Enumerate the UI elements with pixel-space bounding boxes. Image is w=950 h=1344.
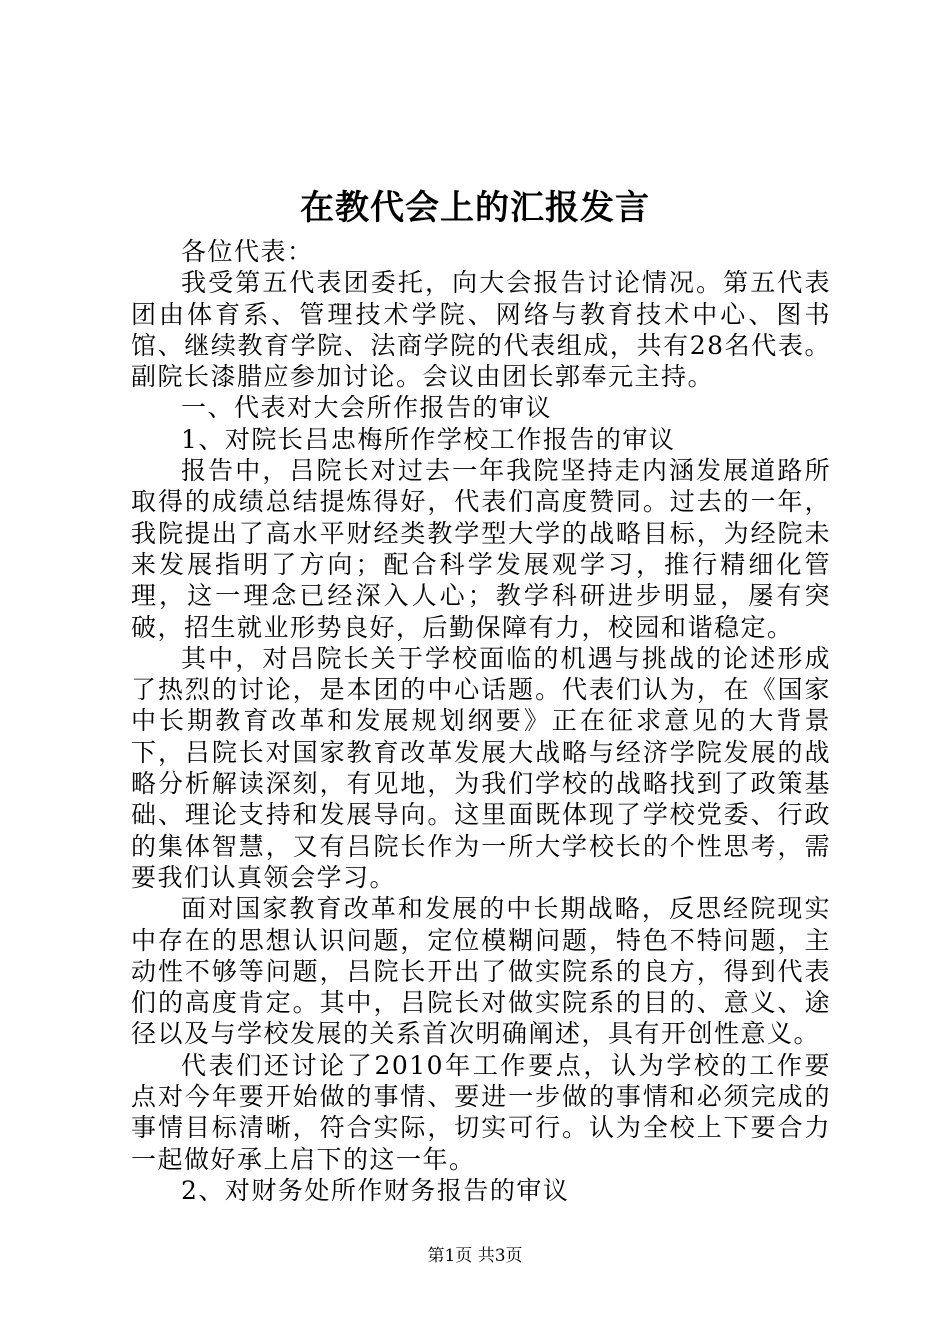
paragraph-intro: 我受第五代表团委托，向大会报告讨论情况。第五代表团由体育系、管理技术学院、网络与教育技术中心、图书馆、继续教育学院、法商学院的代表组成，共有28名代表。副院长漆腊应参加讨论。会议由团长郭奉元主持。 (131, 268, 831, 392)
paragraph-discussion: 其中，对吕院长关于学校面临的机遇与挑战的论述形成了热烈的讨论，是本团的中心话题。代表们认为，在《国家中长期教育改革和发展规划纲要》正在征求意见的大背景下，吕院长对国家教育改革发展大战略与经济学院发展的战略分析解读深刻，有见地，为我们学校的战略找到了政策基础、理论支持和发展导向。这里面既体现了学校党委、行政的集体智慧，又有吕院长作为一所大学校长的个性思考，需要我们认真领会学习。 (131, 643, 831, 892)
document-body (131, 236, 831, 1206)
page-indicator: 第1页 共3页 (427, 1246, 523, 1266)
paragraph-work-plan: 代表们还讨论了2010年工作要点，认为学校的工作要点对今年要开始做的事情、要进一步做的事情和必须完成的事情目标清晰，符合实际，切实可行。认为全校上下要合力一起做好承上启下的这一年。 (131, 1050, 831, 1174)
section-heading-1: 一、代表对大会所作报告的审议 (181, 393, 553, 423)
document-title: 在教代会上的汇报发言 (300, 188, 650, 228)
subsection-heading-2: 2、对财务处所作财务报告的审议 (181, 1175, 570, 1205)
paragraph-strategy: 面对国家教育改革和发展的中长期战略，反思经院现实中存在的思想认识问题，定位模糊问题，特色不特问题，主动性不够等问题，吕院长开出了做实院系的良方，得到代表们的高度肯定。其中，吕院长对做实院系的目的、意义、途径以及与学校发展的关系首次明确阐述，具有开创性意义。 (131, 894, 831, 1049)
salutation: 各位代表： (181, 237, 314, 266)
subsection-heading-1: 1、对院长吕忠梅所作学校工作报告的审议 (181, 424, 676, 454)
paragraph-report-summary: 报告中，吕院长对过去一年我院坚持走内涵发展道路所取得的成绩总结提炼得好，代表们高度赞同。过去的一年，我院提出了高水平财经类教学型大学的战略目标，为经院未来发展指明了方向；配合科学发展观学习，推行精细化管理，这一理念已经深入人心；教学科研进步明显，屡有突破，招生就业形势良好，后勤保障有力，校园和谐稳定。 (131, 456, 831, 642)
